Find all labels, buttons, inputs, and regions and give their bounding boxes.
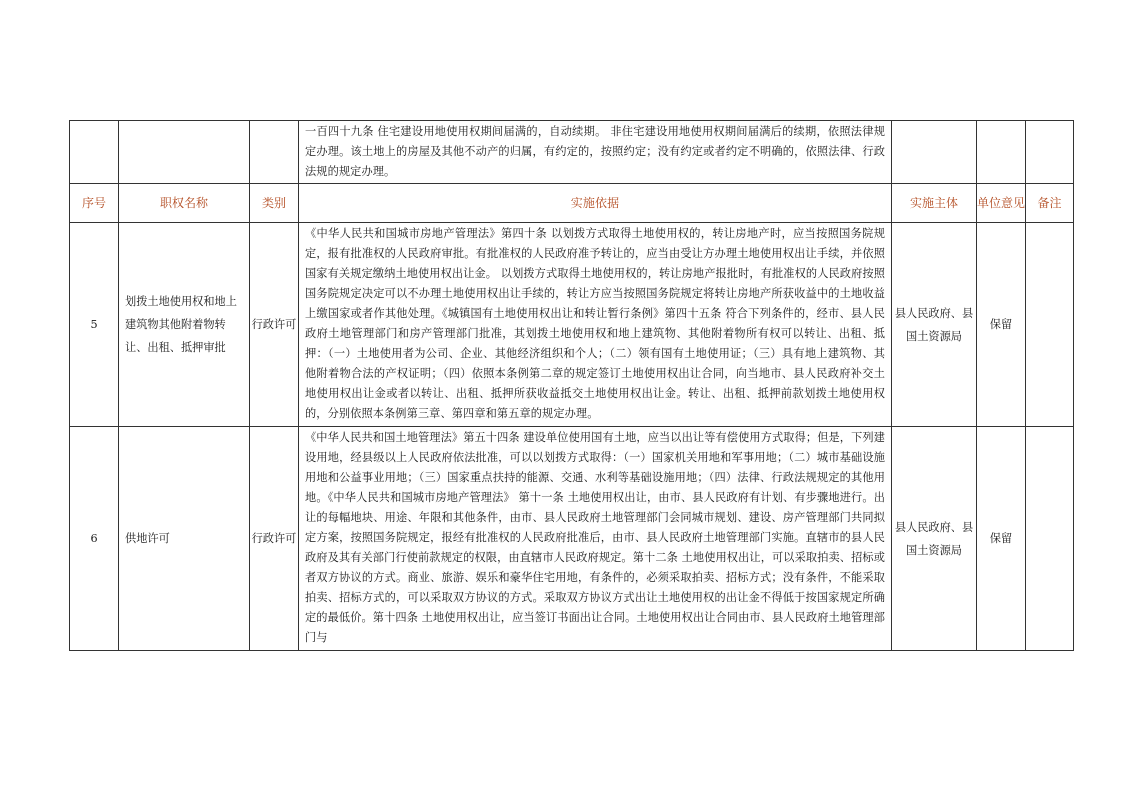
- header-row: [70, 184, 1074, 223]
- cont-name-cell: [119, 121, 250, 184]
- cont-basis-cell: 一百四十九条 住宅建设用地使用权期间届满的，自动续期。 非住宅建设用地使用权期间届满后的续期，依照法律规定办理。该土地上的房屋及其他不动产的归属，有约定的，按照约定；没有约定或者约定不明确的，依照法律、行政法规的规定办理。: [299, 121, 892, 184]
- header-num: 序号: [70, 184, 119, 223]
- header-type: 类别: [250, 184, 299, 223]
- authority-table: [69, 120, 1074, 651]
- table-row: [70, 223, 1074, 427]
- row-type: 行政许可: [250, 427, 299, 651]
- header-opinion: 单位意见: [977, 184, 1026, 223]
- row-note: [1026, 223, 1074, 427]
- cont-body-cell: [892, 121, 977, 184]
- row-name: 划拨土地使用权和地上建筑物其他附着物转让、出租、抵押审批: [119, 223, 250, 427]
- header-name: 职权名称: [119, 184, 250, 223]
- row-basis: 《中华人民共和国城市房地产管理法》第四十条 以划拨方式取得土地使用权的，转让房地产时，应当按照国务院规定，报有批准权的人民政府审批。有批准权的人民政府准予转让的，应当由受让方办理土地使用权出让手续，并依照国家有关规定缴纳土地使用权出让金。 以划拨方式取得土地使用权的，转让房地产报批时，有批准权的人民政府按照国务院规定决定可以不办理土地使用权出让手续的，转让方应当按照国务院规定将转让房地产所获收益中的土地收益上缴国家或者作其他处理。《城镇国有土地使用权出让和转让暂行条例》第四十五条 符合下列条件的，经市、县人民政府土地管理部门和房产管理部门批准，其划拨土地使用权和地上建筑物、其他附着物所有权可以转让、出租、抵押：（一）土地使用者为公司、企业、其他经济组织和个人；（二）领有国有土地使用证；（三）具有地上建筑物、其他附着物合法的产权证明；（四）依照本条例第二章的规定签订土地使用权出让合同，向当地市、县人民政府补交土地使用权出让金或者以转让、出租、抵押所获收益抵交土地使用权出让金。转让、出租、抵押前款划拨土地使用权的，分别依照本条例第三章、第四章和第五章的规定办理。: [299, 223, 892, 427]
- cont-opinion-cell: [977, 121, 1026, 184]
- row-note: [1026, 427, 1074, 651]
- row-body: 县人民政府、县国土资源局: [892, 223, 977, 427]
- row-opinion: 保留: [977, 223, 1026, 427]
- row-name: 供地许可: [119, 427, 250, 651]
- header-body: 实施主体: [892, 184, 977, 223]
- continuation-row: [70, 121, 1074, 184]
- table-row: [70, 427, 1074, 651]
- row-num: 6: [70, 427, 119, 651]
- row-num: 5: [70, 223, 119, 427]
- header-note: 备注: [1026, 184, 1074, 223]
- cont-num-cell: [70, 121, 119, 184]
- row-type: 行政许可: [250, 223, 299, 427]
- header-basis: 实施依据: [299, 184, 892, 223]
- row-opinion: 保留: [977, 427, 1026, 651]
- cont-note-cell: [1026, 121, 1074, 184]
- cont-type-cell: [250, 121, 299, 184]
- row-basis: 《中华人民共和国土地管理法》第五十四条 建设单位使用国有土地，应当以出让等有偿使用方式取得；但是，下列建设用地，经县级以上人民政府依法批准，可以以划拨方式取得：（一）国家机关用地和军事用地；（二）城市基础设施用地和公益事业用地；（三）国家重点扶持的能源、交通、水利等基础设施用地；（四）法律、行政法规规定的其他用地。《中华人民共和国城市房地产管理法》 第十一条 土地使用权出让，由市、县人民政府有计划、有步骤地进行。出让的每幅地块、用途、年限和其他条件，由市、县人民政府土地管理部门会同城市规划、建设、房产管理部门共同拟定方案，按照国务院规定，报经有批准权的人民政府批准后，由市、县人民政府土地管理部门实施。直辖市的县人民政府及其有关部门行使前款规定的权限，由直辖市人民政府规定。第十二条 土地使用权出让，可以采取拍卖、招标或者双方协议的方式。商业、旅游、娱乐和豪华住宅用地，有条件的，必须采取拍卖、招标方式；没有条件，不能采取拍卖、招标方式的，可以采取双方协议的方式。采取双方协议方式出让土地使用权的出让金不得低于按国家规定所确定的最低价。第十四条 土地使用权出让，应当签订书面出让合同。土地使用权出让合同由市、县人民政府土地管理部门与: [299, 427, 892, 651]
- row-body: 县人民政府、县国土资源局: [892, 427, 977, 651]
